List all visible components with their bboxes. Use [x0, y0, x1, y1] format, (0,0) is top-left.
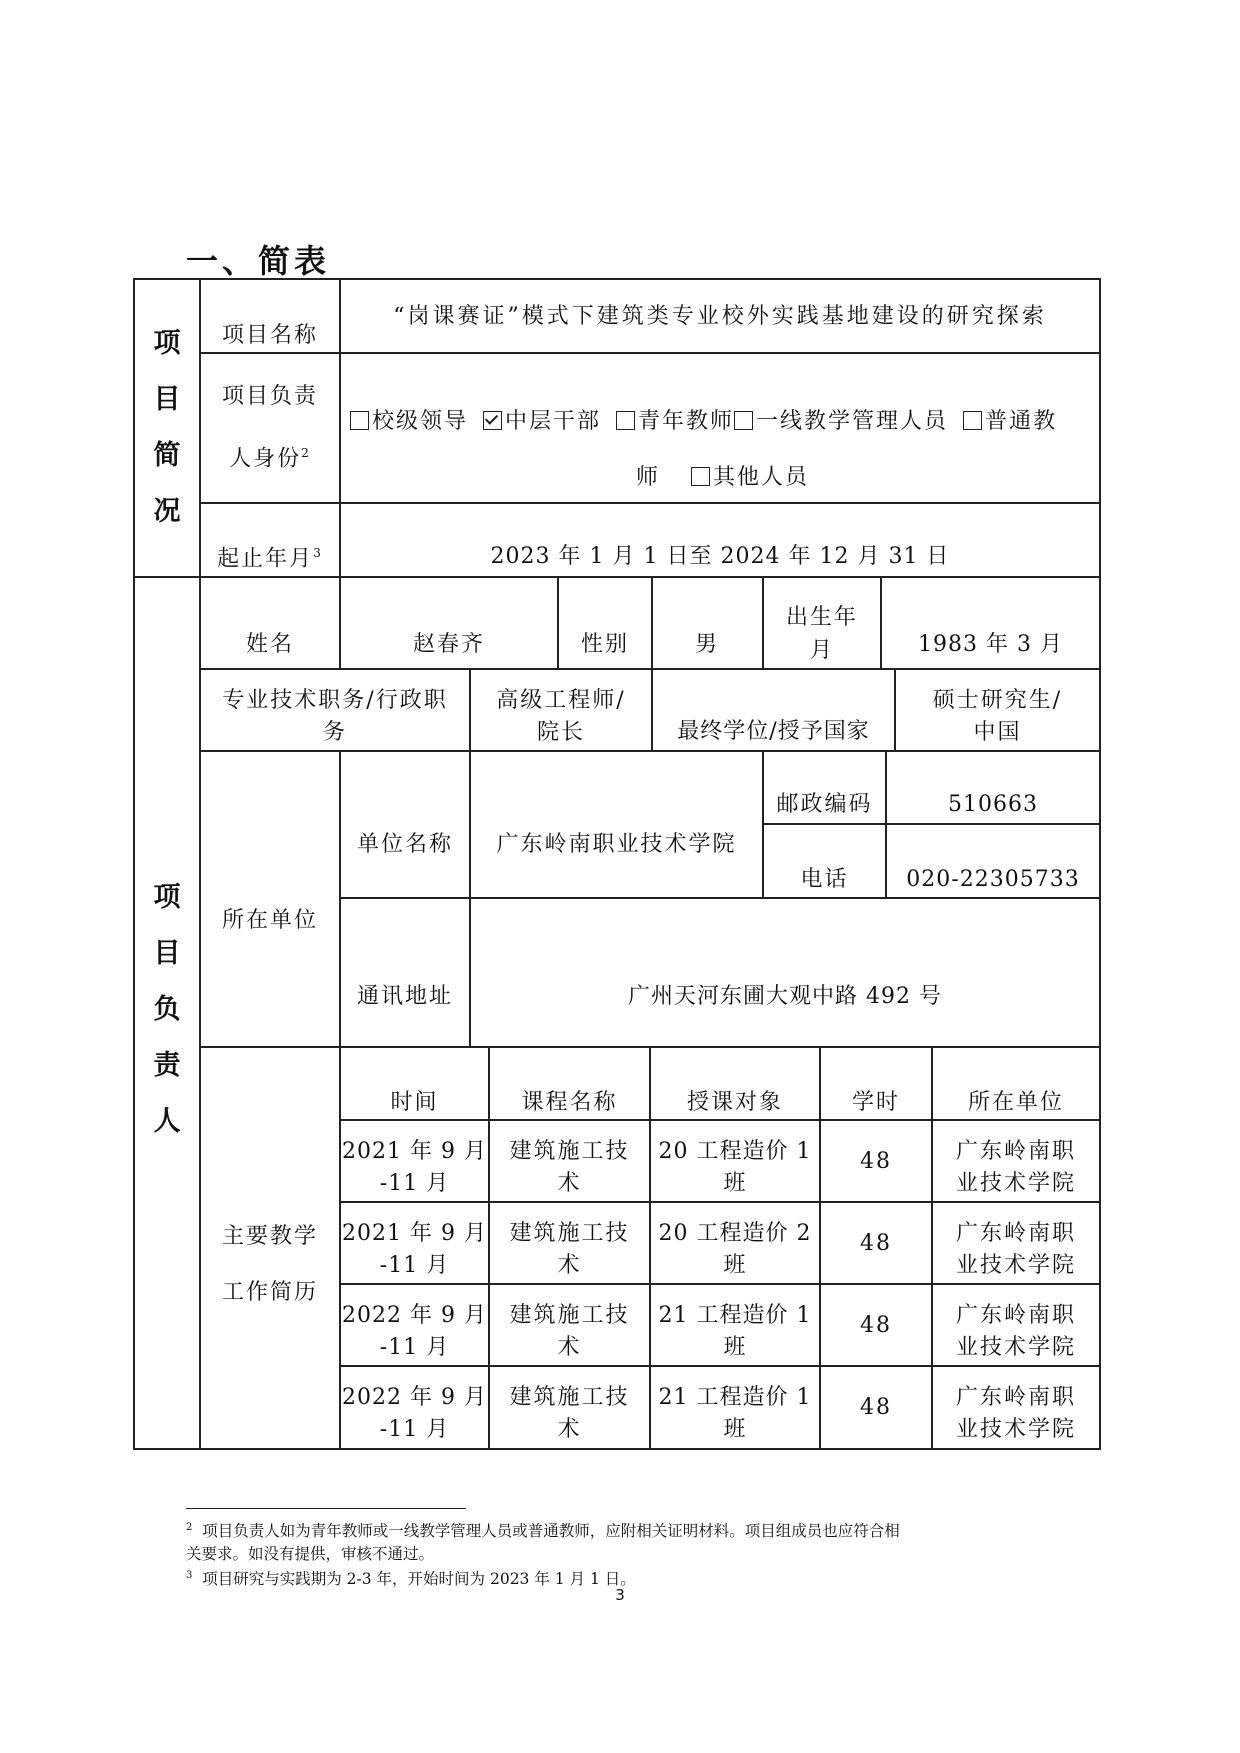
row-unit: 广东岭南职 业技术学院 [955, 1221, 1076, 1278]
row-course: 建筑施工技 术 [509, 1139, 630, 1196]
footnote-3: $^3$ 项目研究与实践期为 2-3 年，开始时间为 2023 年 1 月 1 日。 [186, 1570, 636, 1589]
identity-label: 项目负责 人身份$^2$ [221, 383, 318, 472]
leader-section-label: 项 目 负 责 人 [153, 882, 181, 1137]
identity-option-young-teacher[interactable]: 青年教师 [616, 409, 734, 434]
row-target: 20 工程造价 1 班 [658, 1139, 812, 1196]
row-course: 建筑施工技 术 [509, 1385, 630, 1442]
birth-label: 出生年 月 [785, 605, 858, 663]
teaching-header-time: 时间 [390, 1090, 439, 1115]
identity-option-school-leader[interactable]: 校级领导 [350, 409, 468, 434]
phone-label: 电话 [800, 867, 849, 892]
teaching-header-course: 课程名称 [521, 1090, 618, 1115]
checkbox-icon[interactable] [691, 467, 710, 486]
teaching-header-unit: 所在单位 [967, 1090, 1064, 1115]
section-title: 一、简表 [186, 242, 331, 280]
name-value: 赵春齐 [412, 631, 485, 657]
identity-option-teaching-admin[interactable]: 一线教学管理人员 [734, 409, 948, 434]
teaching-label: 主要教学 工作简历 [221, 1224, 318, 1305]
title-label: 专业技术职务/行政职 务 [222, 688, 448, 745]
row-target: 21 工程造价 1 班 [658, 1385, 812, 1442]
teaching-header-hours: 学时 [851, 1090, 900, 1115]
project-name-value: “岗课赛证”模式下建筑类专业校外实践基地建设的研究探索 [393, 303, 1047, 329]
footnote-divider [186, 1508, 466, 1509]
row-unit: 广东岭南职 业技术学院 [955, 1385, 1076, 1442]
row-hours: 48 [860, 1312, 892, 1338]
row-target: 21 工程造价 1 班 [658, 1303, 812, 1360]
gender-label: 性别 [580, 631, 629, 657]
identity-options-line-2: 师 其他人员 [636, 465, 810, 490]
row-hours: 48 [860, 1230, 892, 1256]
unit-label: 所在单位 [221, 907, 318, 933]
degree-label: 最终学位/授予国家 [677, 718, 870, 744]
row-time: 2022 年 9 月 -11 月 [342, 1303, 487, 1360]
row-time: 2022 年 9 月 -11 月 [342, 1385, 487, 1442]
birth-value: 1983 年 3 月 [918, 631, 1063, 657]
footnote-2: $^2$ 项目负责人如为青年教师或一线教学管理人员或普通教师，应附相关证明材料。项目组成员也应符合相 关要求。如没有提供，审核不通过。 [186, 1522, 900, 1564]
checkbox-icon[interactable] [350, 411, 369, 430]
checkbox-icon[interactable] [963, 411, 982, 430]
identity-option-other[interactable]: 其他人员 [691, 465, 809, 490]
postcode-value: 510663 [948, 792, 1038, 817]
row-unit: 广东岭南职 业技术学院 [955, 1303, 1076, 1360]
phone-value: 020-22305733 [906, 867, 1080, 892]
degree-value: 硕士研究生/ 中国 [932, 688, 1063, 745]
checkbox-icon[interactable] [734, 411, 753, 430]
identity-option-ordinary-teacher[interactable]: 普通教 [963, 409, 1057, 434]
row-course: 建筑施工技 术 [509, 1221, 630, 1278]
row-hours: 48 [860, 1148, 892, 1174]
row-time: 2021 年 9 月 -11 月 [342, 1221, 487, 1278]
identity-option-middle-cadre[interactable]: 中层干部 [483, 409, 601, 434]
row-unit: 广东岭南职 业技术学院 [955, 1139, 1076, 1196]
period-label: 起止年月$^3$ [217, 545, 323, 572]
unit-name-value: 广东岭南职业技术学院 [496, 831, 737, 857]
identity-options [350, 404, 1057, 435]
name-label: 姓名 [245, 631, 294, 657]
checkbox-checked-icon[interactable] [483, 411, 502, 430]
teaching-header-target: 授课对象 [686, 1090, 783, 1115]
project-name-label: 项目名称 [221, 323, 318, 348]
title-value: 高级工程师/ 院长 [496, 688, 626, 745]
overview-section-label: 项 目 简 况 [153, 328, 181, 527]
page-number: 3 [615, 1586, 625, 1604]
postcode-label: 邮政编码 [776, 792, 873, 817]
row-hours: 48 [860, 1394, 892, 1420]
unit-name-label: 单位名称 [356, 831, 453, 857]
address-value: 广州天河东圃大观中路 492 号 [628, 983, 942, 1009]
checkbox-icon[interactable] [616, 411, 635, 430]
row-target: 20 工程造价 2 班 [658, 1221, 812, 1278]
period-value: 2023 年 1 月 1 日至 2024 年 12 月 31 日 [490, 543, 950, 569]
address-label: 通讯地址 [356, 983, 453, 1009]
row-time: 2021 年 9 月 -11 月 [342, 1139, 487, 1196]
row-course: 建筑施工技 术 [509, 1303, 630, 1360]
gender-value: 男 [695, 631, 720, 657]
